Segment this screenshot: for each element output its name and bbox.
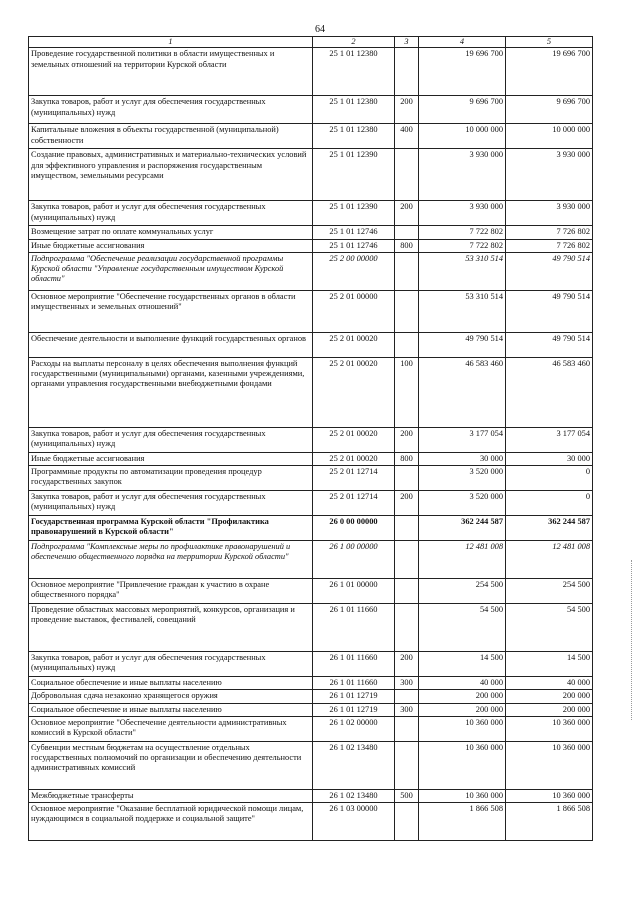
margin-mark <box>631 560 638 720</box>
row-name: Иные бюджетные ассигнования <box>29 452 313 465</box>
row-name: Закупка товаров, работ и услуг для обеспечения государственных (муниципальных) нужд <box>29 652 313 677</box>
row-code: 26 1 03 00000 <box>313 803 395 841</box>
row-code: 26 1 01 11660 <box>313 604 395 652</box>
row-name: Социальное обеспечение и иные выплаты населению <box>29 703 313 716</box>
row-name: Закупка товаров, работ и услуг для обеспечения государственных (муниципальных) нужд <box>29 427 313 452</box>
row-amount-1: 30 000 <box>419 452 506 465</box>
table-row <box>29 677 593 690</box>
row-amount-2: 200 000 <box>506 703 593 716</box>
table-row <box>29 201 593 226</box>
row-amount-2: 19 696 700 <box>506 48 593 96</box>
row-name: Капитальные вложения в объекты государственной (муниципальной) собственности <box>29 124 313 149</box>
row-code: 25 1 01 12380 <box>313 124 395 149</box>
row-expense-type: 200 <box>395 201 419 226</box>
row-code: 25 1 01 12746 <box>313 239 395 252</box>
row-name: Основное мероприятие "Обеспечение государственных органов в области имущественных и земельных отношений" <box>29 290 313 332</box>
table-row <box>29 252 593 290</box>
table-row <box>29 96 593 124</box>
table-row <box>29 290 593 332</box>
table-row <box>29 579 593 604</box>
table-row <box>29 452 593 465</box>
row-code: 26 1 02 00000 <box>313 716 395 741</box>
row-name: Иные бюджетные ассигнования <box>29 239 313 252</box>
row-amount-1: 10 360 000 <box>419 716 506 741</box>
row-code: 26 1 01 00000 <box>313 579 395 604</box>
row-amount-1: 3 930 000 <box>419 201 506 226</box>
row-code: 25 1 01 12390 <box>313 149 395 201</box>
budget-table <box>28 36 593 841</box>
column-header: 4 <box>419 37 506 48</box>
table-row <box>29 149 593 201</box>
row-name: Программные продукты по автоматизации проведения процедур государственных закупок <box>29 466 313 491</box>
row-name: Закупка товаров, работ и услуг для обеспечения государственных (муниципальных) нужд <box>29 201 313 226</box>
row-amount-1: 19 696 700 <box>419 48 506 96</box>
row-expense-type <box>395 604 419 652</box>
row-amount-1: 200 000 <box>419 690 506 703</box>
row-amount-2: 3 930 000 <box>506 201 593 226</box>
row-code: 26 1 02 13480 <box>313 789 395 802</box>
table-row <box>29 491 593 516</box>
row-amount-2: 49 790 514 <box>506 332 593 357</box>
row-code: 25 2 01 00020 <box>313 332 395 357</box>
row-amount-1: 254 500 <box>419 579 506 604</box>
table-row <box>29 690 593 703</box>
row-amount-2: 1 866 508 <box>506 803 593 841</box>
row-expense-type: 800 <box>395 452 419 465</box>
row-amount-1: 12 481 008 <box>419 541 506 579</box>
row-amount-2: 3 930 000 <box>506 149 593 201</box>
row-amount-1: 3 177 054 <box>419 427 506 452</box>
row-amount-2: 49 790 514 <box>506 252 593 290</box>
row-amount-1: 10 000 000 <box>419 124 506 149</box>
row-amount-2: 7 726 802 <box>506 226 593 239</box>
row-amount-2: 12 481 008 <box>506 541 593 579</box>
row-name: Основное мероприятие "Оказание бесплатной юридической помощи лицам, нуждающимся в социальной поддержке и социальной защите" <box>29 803 313 841</box>
row-expense-type: 100 <box>395 357 419 427</box>
row-amount-1: 3 930 000 <box>419 149 506 201</box>
row-amount-1: 53 310 514 <box>419 290 506 332</box>
row-amount-1: 54 500 <box>419 604 506 652</box>
row-expense-type <box>395 226 419 239</box>
row-amount-2: 54 500 <box>506 604 593 652</box>
row-code: 25 2 01 12714 <box>313 491 395 516</box>
row-expense-type <box>395 48 419 96</box>
row-expense-type <box>395 741 419 789</box>
table-row <box>29 239 593 252</box>
row-code: 25 2 01 00020 <box>313 357 395 427</box>
table-row <box>29 516 593 541</box>
row-amount-2: 46 583 460 <box>506 357 593 427</box>
table-header-row <box>29 37 593 48</box>
row-code: 25 1 01 12746 <box>313 226 395 239</box>
table-row <box>29 541 593 579</box>
row-name: Проведение областных массовых мероприятий, конкурсов, организация и проведение выставок, фестивалей, совещаний <box>29 604 313 652</box>
row-name: Основное мероприятие "Обеспечение деятельности административных комиссий в Курской области" <box>29 716 313 741</box>
column-header: 1 <box>29 37 313 48</box>
row-expense-type: 500 <box>395 789 419 802</box>
table-row <box>29 604 593 652</box>
row-code: 26 1 00 00000 <box>313 541 395 579</box>
table-row <box>29 124 593 149</box>
row-amount-2: 10 360 000 <box>506 789 593 802</box>
table-row <box>29 466 593 491</box>
table-row <box>29 357 593 427</box>
row-expense-type: 200 <box>395 96 419 124</box>
row-amount-2: 10 360 000 <box>506 741 593 789</box>
row-amount-2: 10 000 000 <box>506 124 593 149</box>
row-code: 25 1 01 12380 <box>313 48 395 96</box>
row-name: Возмещение затрат по оплате коммунальных услуг <box>29 226 313 239</box>
row-expense-type <box>395 516 419 541</box>
row-expense-type: 400 <box>395 124 419 149</box>
row-amount-2: 0 <box>506 491 593 516</box>
row-amount-1: 49 790 514 <box>419 332 506 357</box>
row-name: Основное мероприятие "Привлечение граждан к участию в охране общественного порядка" <box>29 579 313 604</box>
row-code: 26 0 00 00000 <box>313 516 395 541</box>
row-expense-type <box>395 252 419 290</box>
row-code: 26 1 01 12719 <box>313 703 395 716</box>
row-expense-type <box>395 541 419 579</box>
row-name: Подпрограмма "Комплексные меры по профилактике правонарушений и обеспечению общественного порядка на территории Курской области" <box>29 541 313 579</box>
row-name: Субвенции местным бюджетам на осуществление отдельных государственных полномочий по организации и обеспечению деятельности административных комиссий <box>29 741 313 789</box>
row-name: Создание правовых, административных и материально-технических условий для эффективного управления и распоряжения государственным имуществом, земельными ресурсами <box>29 149 313 201</box>
row-amount-2: 254 500 <box>506 579 593 604</box>
row-amount-2: 10 360 000 <box>506 716 593 741</box>
row-amount-1: 362 244 587 <box>419 516 506 541</box>
row-expense-type: 200 <box>395 652 419 677</box>
row-amount-2: 3 177 054 <box>506 427 593 452</box>
row-expense-type <box>395 149 419 201</box>
row-amount-1: 7 722 802 <box>419 239 506 252</box>
row-amount-1: 3 520 000 <box>419 491 506 516</box>
row-name: Расходы на выплаты персоналу в целях обеспечения выполнения функций государственными (муниципальными) органами, казенными учреждениями, органами управления государственными внебюджетными фондами <box>29 357 313 427</box>
row-amount-1: 7 722 802 <box>419 226 506 239</box>
row-amount-2: 200 000 <box>506 690 593 703</box>
table-row <box>29 789 593 802</box>
row-amount-1: 9 696 700 <box>419 96 506 124</box>
table-row <box>29 803 593 841</box>
row-name: Государственная программа Курской области "Профилактика правонарушений в Курской области" <box>29 516 313 541</box>
table-row <box>29 427 593 452</box>
column-header: 2 <box>313 37 395 48</box>
row-code: 25 1 01 12390 <box>313 201 395 226</box>
table-row <box>29 703 593 716</box>
row-amount-2: 49 790 514 <box>506 290 593 332</box>
row-amount-2: 362 244 587 <box>506 516 593 541</box>
row-amount-1: 3 520 000 <box>419 466 506 491</box>
row-expense-type <box>395 579 419 604</box>
row-expense-type: 300 <box>395 677 419 690</box>
row-expense-type: 200 <box>395 427 419 452</box>
row-code: 25 2 00 00000 <box>313 252 395 290</box>
row-expense-type <box>395 803 419 841</box>
row-code: 25 2 01 00020 <box>313 427 395 452</box>
row-name: Закупка товаров, работ и услуг для обеспечения государственных (муниципальных) нужд <box>29 96 313 124</box>
row-code: 25 2 01 12714 <box>313 466 395 491</box>
row-amount-2: 0 <box>506 466 593 491</box>
row-code: 26 1 01 12719 <box>313 690 395 703</box>
row-expense-type: 300 <box>395 703 419 716</box>
row-amount-1: 40 000 <box>419 677 506 690</box>
table-row <box>29 332 593 357</box>
row-amount-2: 14 500 <box>506 652 593 677</box>
table-row <box>29 716 593 741</box>
column-header: 5 <box>506 37 593 48</box>
row-amount-1: 53 310 514 <box>419 252 506 290</box>
row-expense-type <box>395 690 419 703</box>
row-amount-1: 14 500 <box>419 652 506 677</box>
row-amount-1: 200 000 <box>419 703 506 716</box>
row-code: 26 1 01 11660 <box>313 652 395 677</box>
row-expense-type: 800 <box>395 239 419 252</box>
row-name: Подпрограмма "Обеспечение реализации государственной программы Курской области "Управление государственным имуществом Курской области" <box>29 252 313 290</box>
row-amount-2: 40 000 <box>506 677 593 690</box>
row-name: Проведение государственной политики в области имущественных и земельных отношений на территории Курской области <box>29 48 313 96</box>
row-name: Обеспечение деятельности и выполнение функций государственных органов <box>29 332 313 357</box>
row-expense-type <box>395 332 419 357</box>
row-amount-1: 10 360 000 <box>419 741 506 789</box>
row-amount-2: 30 000 <box>506 452 593 465</box>
row-name: Социальное обеспечение и иные выплаты населению <box>29 677 313 690</box>
table-row <box>29 741 593 789</box>
row-expense-type <box>395 716 419 741</box>
row-amount-1: 10 360 000 <box>419 789 506 802</box>
row-name: Добровольная сдача незаконно хранящегося оружия <box>29 690 313 703</box>
row-code: 25 1 01 12380 <box>313 96 395 124</box>
table-row <box>29 48 593 96</box>
row-amount-2: 9 696 700 <box>506 96 593 124</box>
table-row <box>29 226 593 239</box>
row-name: Закупка товаров, работ и услуг для обеспечения государственных (муниципальных) нужд <box>29 491 313 516</box>
row-code: 26 1 01 11660 <box>313 677 395 690</box>
row-expense-type <box>395 290 419 332</box>
row-expense-type: 200 <box>395 491 419 516</box>
row-name: Межбюджетные трансферты <box>29 789 313 802</box>
row-code: 26 1 02 13480 <box>313 741 395 789</box>
row-code: 25 2 01 00020 <box>313 452 395 465</box>
page-number: 64 <box>315 24 325 35</box>
row-amount-1: 46 583 460 <box>419 357 506 427</box>
row-expense-type <box>395 466 419 491</box>
row-code: 25 2 01 00000 <box>313 290 395 332</box>
column-header: 3 <box>395 37 419 48</box>
row-amount-2: 7 726 802 <box>506 239 593 252</box>
row-amount-1: 1 866 508 <box>419 803 506 841</box>
table-row <box>29 652 593 677</box>
